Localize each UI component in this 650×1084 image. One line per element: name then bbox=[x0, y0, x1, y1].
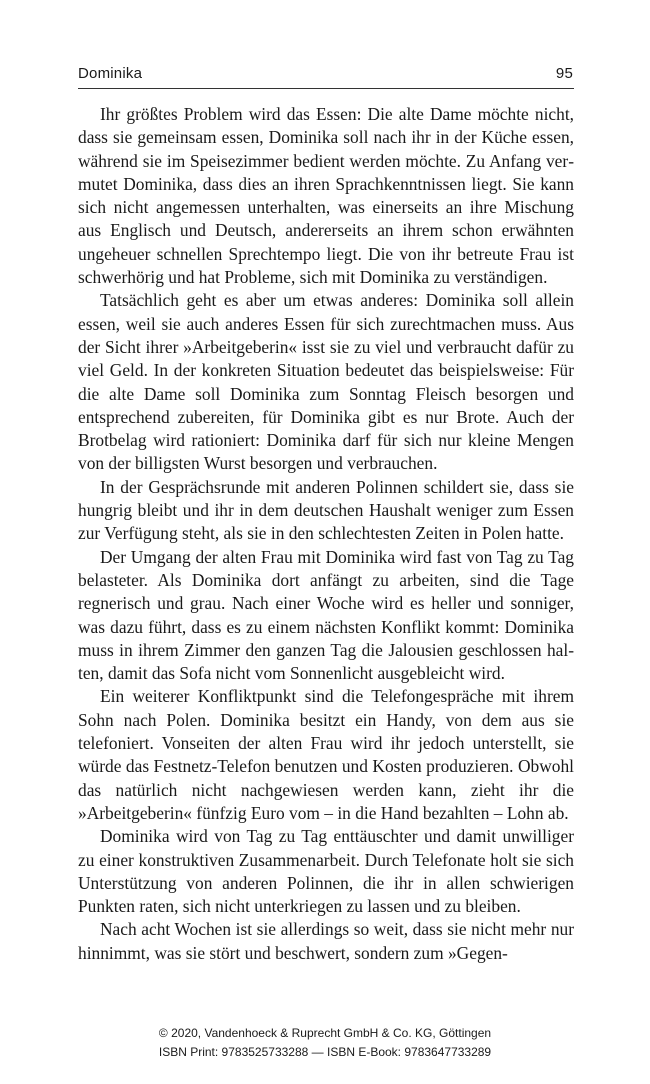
paragraph: Ihr größtes Problem wird das Essen: Die alte Dame möchte nicht, dass sie gemeinsam essen, Dominika soll nach ihr in der Küche essen, während sie im Speisezimmer bedient werden möchte. Zu Anfang vermutet Dominika, dass dies an ihren Sprachkenntnissen liegt. Sie kann sich nicht angemessen unterhalten, was einerseits an ihre Mischung aus Englisch und Deutsch, andererseits an ihrem schon erwähnten ungeheuer schnellen Sprechtempo liegt. Die von ihr betreute Frau ist schwerhörig und hat Probleme, sich mit Dominika zu verständigen. bbox=[78, 104, 574, 288]
copyright-line: © 2020, Vandenhoeck & Ruprecht GmbH & Co. KG, Göttingen bbox=[158, 1026, 492, 1040]
paragraph: Tatsächlich geht es aber um etwas anderes: Dominika soll allein essen, weil sie auch anderes Essen für sich zurechtmachen muss. Aus der Sicht ihrer »Arbeitgeberin« isst sie zu viel und verbraucht dafür zu viel Geld. In der konkreten Situation bedeutet das beispielsweise: Für die alte Dame soll Dominika zum Sonntag Fleisch besorgen und entsprechend zubereiten, für Dominika gibt es nur Brote. Auch der Brotbelag wird rationiert: Dominika darf für sich nur kleine Mengen von der billigsten Wurst besorgen und verbrauchen. bbox=[78, 290, 574, 474]
body-text bbox=[78, 103, 574, 965]
page-number: 95 bbox=[555, 65, 573, 82]
chapter-title: Dominika bbox=[78, 65, 143, 82]
copyright-footer bbox=[0, 1024, 650, 1062]
paragraph: In der Gesprächsrunde mit anderen Polinnen schildert sie, dass sie hungrig bleibt und ihr in dem deutschen Haushalt weniger zum Essen zur Verfügung steht, als sie in den schlechtesten Zeiten in Polen hatte. bbox=[78, 476, 574, 544]
isbn-line: ISBN Print: 9783525733288 — ISBN E-Book: 9783647733289 bbox=[158, 1045, 492, 1059]
paragraph: Der Umgang der alten Frau mit Dominika wird fast von Tag zu Tag belasteter. Als Dominika dort anfängt zu arbeiten, sind die Tage regnerisch und grau. Nach einer Woche wird es heller und sonniger, was dazu führt, dass es zu einem nächsten Konflikt kommt: Dominika muss in ihrem Zimmer den ganzen Tag die Jalousien geschlossen halten, damit das Sofa nicht vom Sonnenlicht ausgebleicht wird. bbox=[78, 546, 574, 684]
paragraph: Nach acht Wochen ist sie allerdings so weit, dass sie nicht mehr nur hinnimmt, was sie stört und beschwert, sondern zum »Gegen- bbox=[78, 919, 574, 963]
paragraph: Ein weiterer Konfliktpunkt sind die Telefongespräche mit ihrem Sohn nach Polen. Dominika besitzt ein Handy, von dem aus sie telefoniert. Vonseiten der alten Frau wird ihr jedoch unterstellt, sie würde das Festnetz-Telefon benutzen und Kosten produzieren. Obwohl das natürlich nicht nachgewiesen werden kann, zieht ihr die »Arbeitgeberin« fünfzig Euro vom – in die Hand bezahlten – Lohn ab. bbox=[78, 686, 574, 823]
running-header bbox=[78, 62, 574, 89]
paragraph: Dominika wird von Tag zu Tag enttäuschter und damit unwilliger zu einer konstruktiven Zusammenarbeit. Durch Telefonate holt sie sich Unterstützung von anderen Polinnen, die ihr in allen schwierigen Punkten raten, sich nicht unterkriegen zu lassen und zu bleiben. bbox=[78, 826, 574, 917]
